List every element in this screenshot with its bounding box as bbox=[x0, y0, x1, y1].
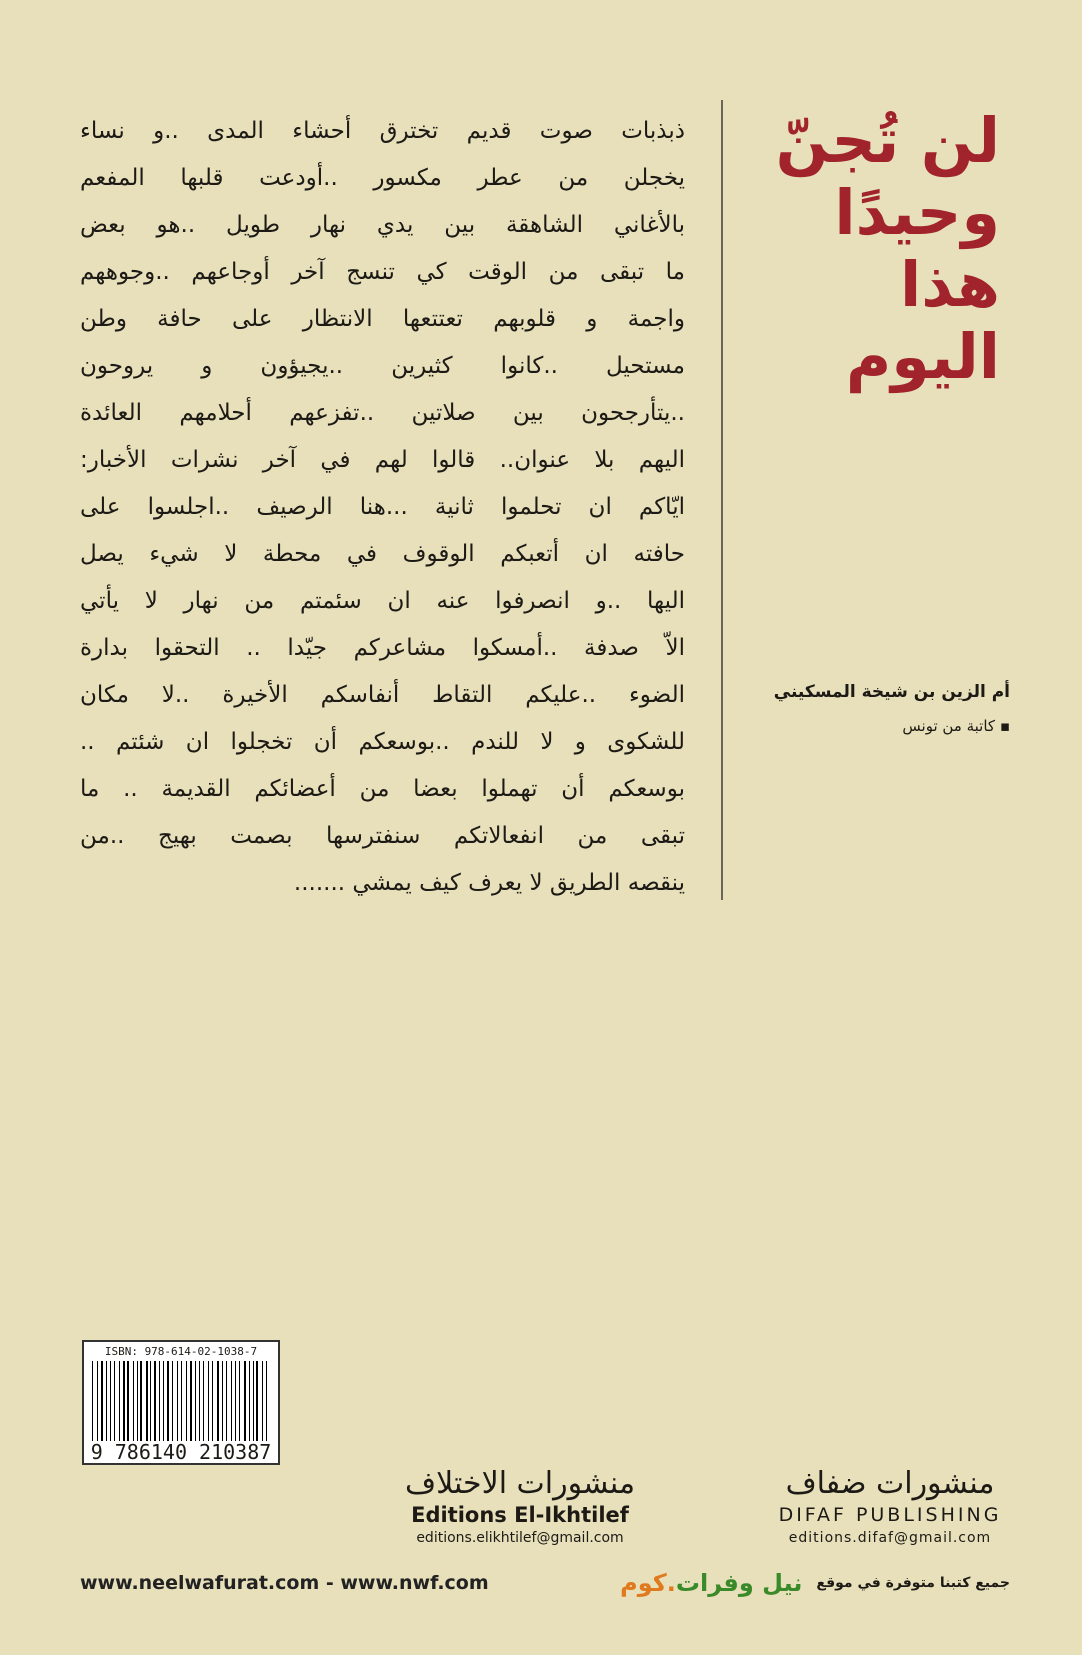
barcode-bar bbox=[146, 1361, 148, 1441]
blurb-line: واجمة و قلوبهم تعتتعها الانتظار على حافة وطن bbox=[80, 306, 685, 332]
blurb-line: تبقى من انفعالاتكم سنفترسها بصمت بهيج ..من bbox=[80, 823, 685, 849]
blurb-line: الضوء ..عليكم التقاط أنفاسكم الأخيرة ..لا مكان bbox=[80, 682, 685, 708]
website-urls: www.neelwafurat.com - www.nwf.com bbox=[80, 1572, 489, 1594]
barcode-number: 9 786140 210387 bbox=[90, 1440, 272, 1464]
blurb-line: ينقصه الطريق لا يعرف كيف يمشي ....... bbox=[293, 870, 685, 896]
blurb-line: ذبذبات صوت قديم تخترق أحشاء المدى ..و نساء bbox=[80, 118, 685, 144]
barcode-bar bbox=[119, 1361, 120, 1441]
barcode-bar bbox=[266, 1361, 267, 1441]
barcode-bar bbox=[190, 1361, 192, 1441]
barcode-bar bbox=[123, 1361, 125, 1441]
blurb-line: ايّاكم ان تحلموا ثانية ...هنا الرصيف ..اجلسوا على bbox=[80, 494, 685, 520]
publisher-arabic-logo: منشورات ضفاف bbox=[785, 1466, 995, 1501]
publisher-email: editions.difaf@gmail.com bbox=[788, 1530, 992, 1546]
availability-text: جميع كتبنا متوفرة في موقع bbox=[816, 1575, 1010, 1591]
blurb-line: يخجلن من عطر مكسور ..أودعت قلبها المفعم bbox=[80, 165, 685, 191]
title-line: اليوم bbox=[845, 320, 1000, 393]
barcode-bar bbox=[217, 1361, 219, 1441]
barcode-bar bbox=[256, 1361, 257, 1441]
barcode-bar bbox=[253, 1361, 254, 1441]
barcode-bar bbox=[163, 1361, 164, 1441]
barcode-bar bbox=[177, 1361, 178, 1441]
barcode-bar bbox=[150, 1361, 151, 1441]
publisher-ikhtilef bbox=[400, 1466, 640, 1548]
blurb-line: ..يتأرجحون بين صلاتين ..تفزعهم أحلامهم العائدة bbox=[80, 400, 685, 426]
barcode-bar bbox=[181, 1361, 182, 1441]
blurb-line: الاّ صدفة ..أمسكوا مشاعركم جيّدا .. التحقوا بدارة bbox=[80, 635, 685, 661]
publisher-email: editions.elikhtilef@gmail.com bbox=[416, 1530, 624, 1546]
barcode-bar bbox=[101, 1361, 103, 1441]
barcode bbox=[82, 1340, 280, 1465]
publisher-difaf bbox=[760, 1466, 1020, 1548]
barcode-bar bbox=[208, 1361, 209, 1441]
barcode-bar bbox=[199, 1361, 200, 1441]
barcode-bar bbox=[137, 1361, 138, 1441]
title-line: هذا bbox=[899, 248, 1000, 321]
author-name: أم الزين بن شيخة المسكيني bbox=[773, 682, 1010, 702]
isbn-label: ISBN: 978-614-02-1038-7 bbox=[104, 1345, 258, 1358]
title-line: وحيدًا bbox=[834, 176, 1000, 249]
barcode-bar bbox=[249, 1361, 250, 1441]
barcode-bar bbox=[222, 1361, 223, 1441]
footer bbox=[80, 1568, 1010, 1598]
blurb-text bbox=[80, 108, 685, 907]
blurb-line: مستحيل ..كانوا كثيرين ..يجيؤون و يروحون bbox=[80, 353, 685, 379]
vertical-divider bbox=[721, 100, 723, 900]
blurb-line: بالأغاني الشاهقة بين يدي نهار طويل ..هو بعض bbox=[80, 212, 685, 238]
barcode-bar bbox=[203, 1361, 204, 1441]
barcode-bar bbox=[212, 1361, 213, 1441]
barcode-bar bbox=[159, 1361, 160, 1441]
barcode-bars bbox=[92, 1361, 270, 1441]
barcode-bar bbox=[235, 1361, 236, 1441]
blurb-line: بوسعكم أن تهملوا بعضا من أعضائكم القديمة .. ما bbox=[80, 776, 685, 802]
blurb-line: اليها ..و انصرفوا عنه ان سئمتم من نهار لا يأتي bbox=[80, 588, 685, 614]
neelwafurat-logo bbox=[620, 1569, 802, 1597]
barcode-bar bbox=[106, 1361, 107, 1441]
publisher-arabic-logo: منشورات الاختلاف bbox=[404, 1466, 636, 1501]
blurb-line: ما تبقى من الوقت كي تنسج آخر أوجاعهم ..وجوههم bbox=[80, 259, 685, 285]
brand-suffix: .كوم bbox=[620, 1569, 676, 1597]
book-title bbox=[700, 105, 1000, 393]
author-block bbox=[740, 675, 1010, 743]
barcode-bar bbox=[239, 1361, 240, 1441]
author-note: ▪ كاتبة من تونس bbox=[902, 717, 1010, 735]
barcode-bar bbox=[140, 1361, 141, 1441]
brand-name: نيل وفرات bbox=[675, 1569, 803, 1597]
barcode-bar bbox=[154, 1361, 155, 1441]
barcode-bar bbox=[172, 1361, 173, 1441]
title-line: لن تُجنّ bbox=[775, 104, 1000, 177]
barcode-bar bbox=[110, 1361, 111, 1441]
publisher-name: DIFAF PUBLISHING bbox=[778, 1504, 1002, 1526]
barcode-bar bbox=[127, 1361, 128, 1441]
blurb-line: اليهم بلا عنوان.. قالوا لهم في آخر نشرات الأخبار: bbox=[80, 447, 685, 473]
barcode-bar bbox=[226, 1361, 227, 1441]
barcode-bar bbox=[167, 1361, 169, 1441]
blurb-line: للشكوى و لا للندم ..بوسعكم أن تخجلوا ان شئتم .. bbox=[80, 729, 685, 755]
barcode-bar bbox=[231, 1361, 232, 1441]
barcode-bar bbox=[186, 1361, 187, 1441]
blurb-line: حافته ان أتعبكم الوقوف في محطة لا شيء يصل bbox=[80, 541, 685, 567]
barcode-bar bbox=[114, 1361, 115, 1441]
barcode-bar bbox=[262, 1361, 263, 1441]
barcode-bar bbox=[195, 1361, 196, 1441]
barcode-bar bbox=[244, 1361, 246, 1441]
barcode-bar bbox=[92, 1361, 93, 1441]
barcode-bar bbox=[97, 1361, 98, 1441]
publisher-name: Editions El-Ikhtilef bbox=[411, 1503, 629, 1527]
barcode-bar bbox=[133, 1361, 134, 1441]
